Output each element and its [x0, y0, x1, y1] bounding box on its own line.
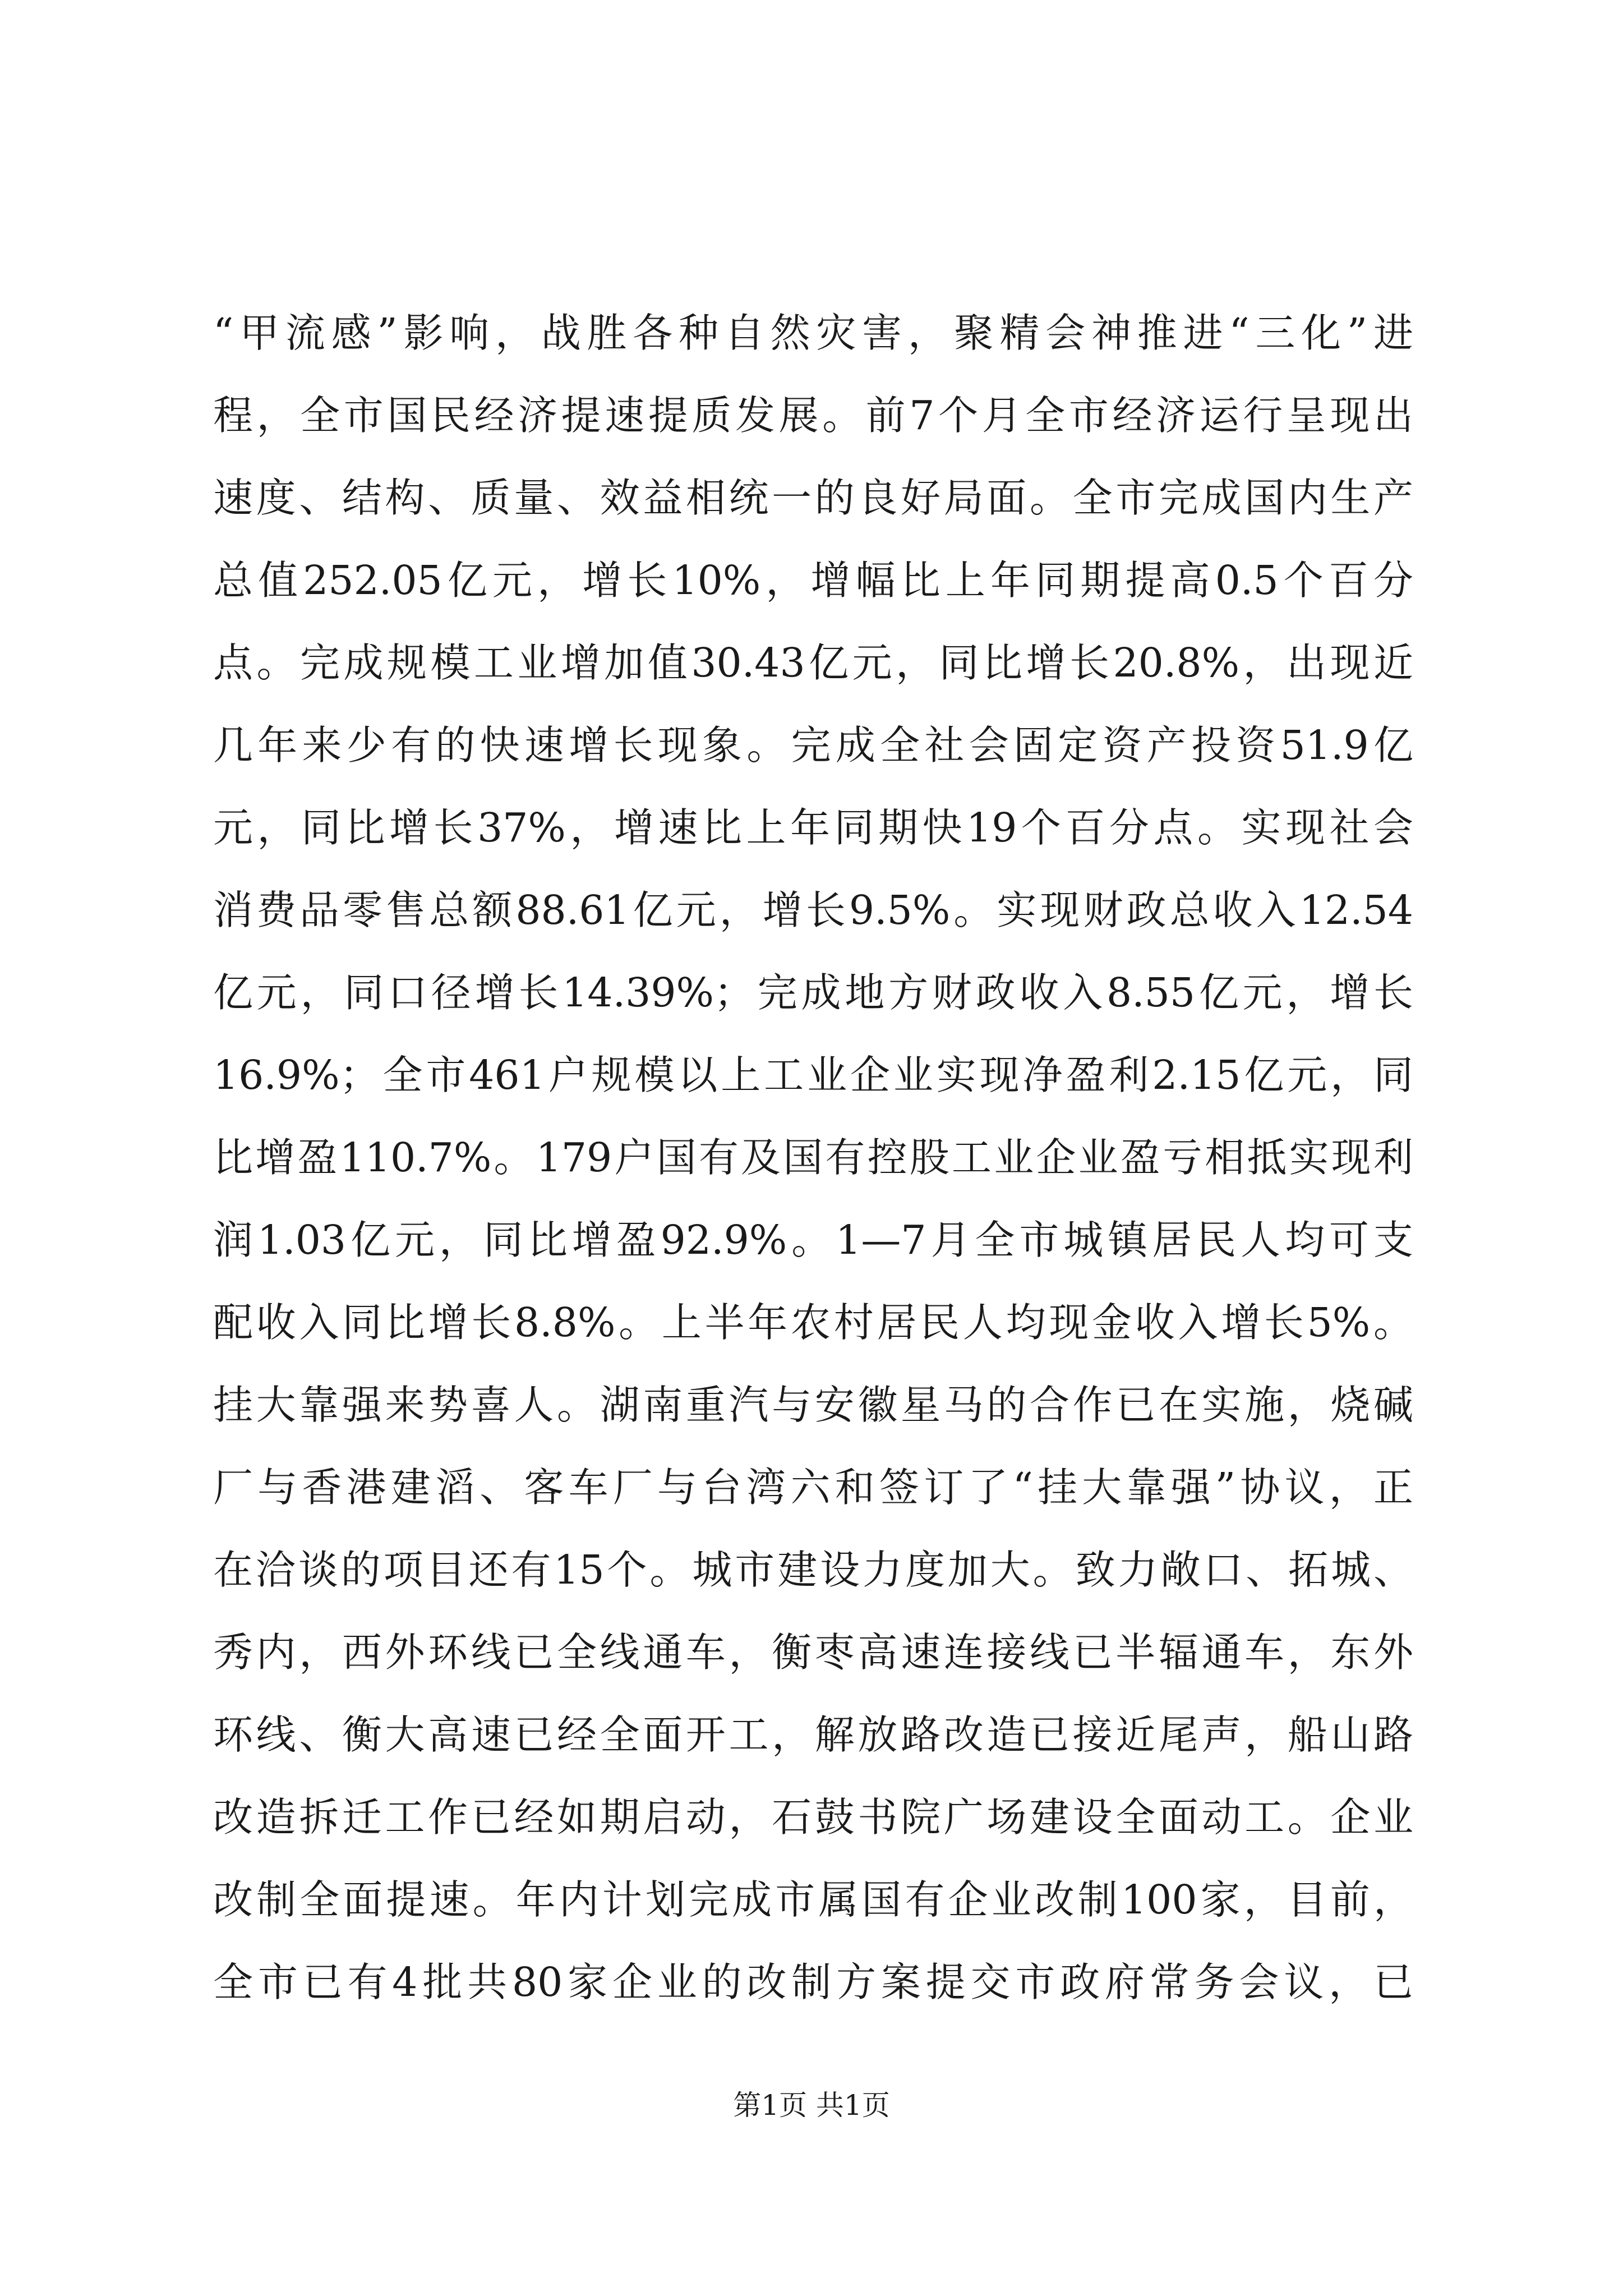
- text-line: 改制全面提速。年内计划完成市属国有企业改制100家，目前，: [213, 1876, 1413, 1923]
- text-line: 全市已有4批共80家企业的改制方案提交市政府常务会议，已: [213, 1959, 1413, 2005]
- text-line: 亿元，同口径增长14.39%；完成地方财政收入8.55亿元，增长: [213, 969, 1413, 1016]
- text-line: 消费品零售总额88.61亿元，增长9.5%。实现财政总收入12.54: [213, 887, 1413, 933]
- text-line: 润1.03亿元，同比增盈92.9%。1—7月全市城镇居民人均可支: [213, 1217, 1413, 1263]
- text-line: 比增盈110.7%。179户国有及国有控股工业企业盈亏相抵实现利: [213, 1134, 1413, 1181]
- text-line: 挂大靠强来势喜人。湖南重汽与安徽星马的合作已在实施，烧碱: [213, 1382, 1413, 1428]
- text-line: 元，同比增长37%，增速比上年同期快19个百分点。实现社会: [213, 804, 1413, 851]
- text-line: 速度、结构、质量、效益相统一的良好局面。全市完成国内生产: [213, 475, 1413, 521]
- text-line: 在洽谈的项目还有15个。城市建设力度加大。致力敞口、拓城、: [213, 1547, 1413, 1593]
- text-line: 点。完成规模工业增加值30.43亿元，同比增长20.8%，出现近: [213, 639, 1413, 686]
- text-line: 程，全市国民经济提速提质发展。前7个月全市经济运行呈现出: [213, 392, 1413, 439]
- page-footer: 第1页 共1页: [733, 2089, 890, 2122]
- text-line: 秀内，西外环线已全线通车，衡枣高速连接线已半辐通车，东外: [213, 1629, 1413, 1676]
- text-line: 总值252.05亿元，增长10%，增幅比上年同期提高0.5个百分: [213, 557, 1413, 604]
- text-line: 改造拆迁工作已经如期启动，石鼓书院广场建设全面动工。企业: [213, 1794, 1413, 1841]
- text-line: 环线、衡大高速已经全面开工，解放路改造已接近尾声，船山路: [213, 1711, 1413, 1758]
- text-line: “甲流感”影响，战胜各种自然灾害，聚精会神推进“三化”进: [213, 310, 1413, 356]
- text-line: 几年来少有的快速增长现象。完成全社会固定资产投资51.9亿: [213, 722, 1413, 769]
- text-line: 厂与香港建滔、客车厂与台湾六和签订了“挂大靠强”协议，正: [213, 1464, 1413, 1511]
- text-line: 配收入同比增长8.8%。上半年农村居民人均现金收入增长5%。: [213, 1299, 1413, 1346]
- body-text: [213, 292, 1413, 2023]
- text-line: 16.9%；全市461户规模以上工业企业实现净盈利2.15亿元，同: [213, 1052, 1413, 1098]
